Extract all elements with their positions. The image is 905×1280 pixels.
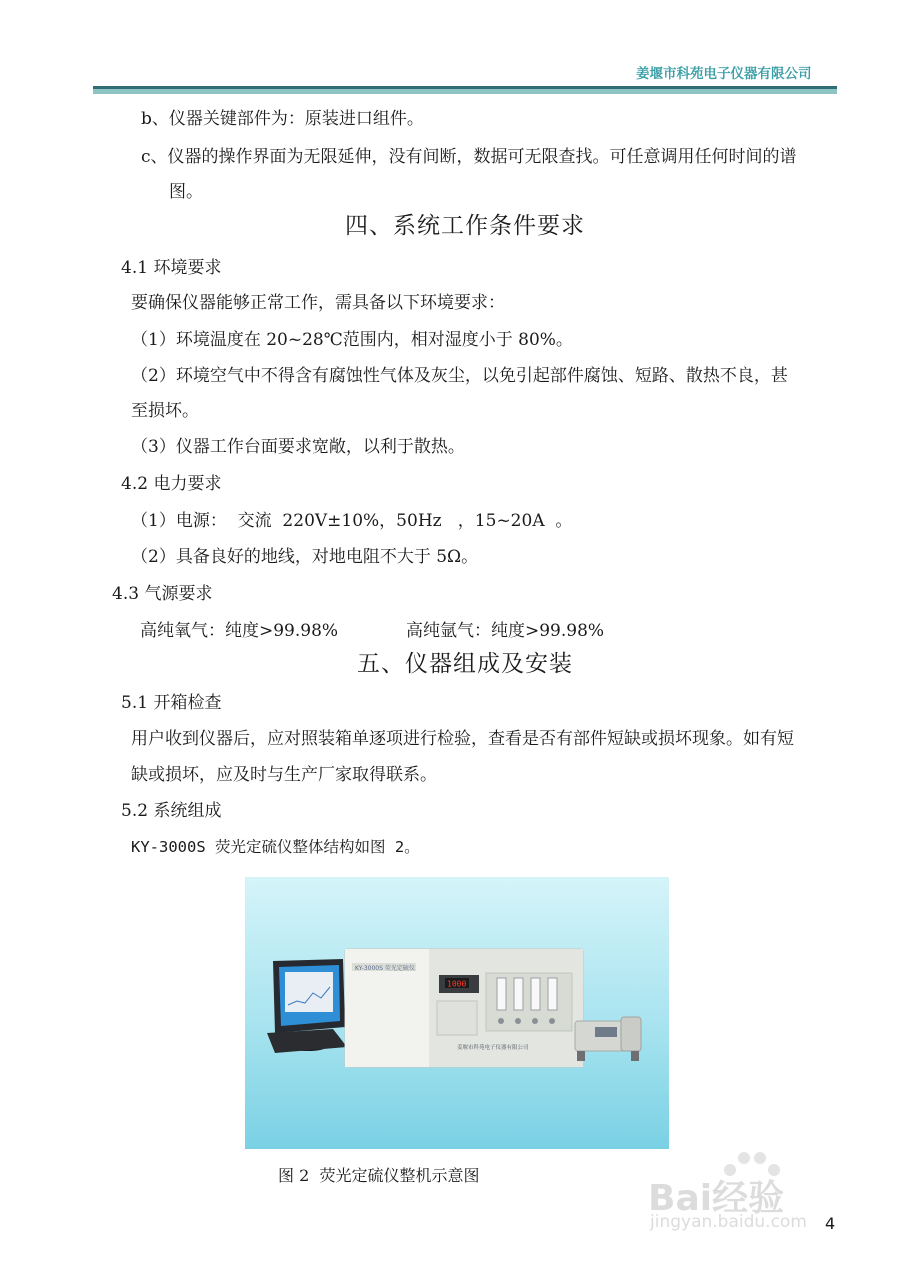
paragraph-b: b、仪器关键部件为：原装进口组件。 <box>141 109 424 129</box>
subsection-4-1-item-2-line2: 至损坏。 <box>131 401 199 421</box>
instrument-company-label: 姜堰市科苑电子仪器有限公司 <box>457 1045 529 1051</box>
flowmeter-1 <box>497 978 506 1010</box>
knob-2 <box>515 1018 521 1024</box>
company-name: 姜堰市科苑电子仪器有限公司 <box>636 66 812 82</box>
subsection-4-2-item-2: （2）具备良好的地线，对地电阻不大于 5Ω。 <box>131 547 479 567</box>
baidu-watermark-url: jingyan.baidu.com <box>650 1212 807 1232</box>
header-rule-light <box>93 89 837 94</box>
section-4-title: 四、系统工作条件要求 <box>345 213 585 239</box>
knob-1 <box>498 1018 504 1024</box>
subsection-4-3-title: 4.3 气源要求 <box>112 584 213 604</box>
flowmeter-4 <box>548 978 557 1010</box>
argon-requirement: 高纯氩气：纯度>99.98% <box>406 621 605 641</box>
paragraph-c-line1: c、仪器的操作界面为无限延伸，没有间断，数据可无限查找。可任意调用任何时间的谱 <box>141 147 797 167</box>
instrument-display-value: 1000 <box>447 979 467 989</box>
autosampler-panel <box>595 1027 617 1037</box>
flowmeter-3 <box>531 978 540 1010</box>
subsection-5-1-line2: 缺或损坏，应及时与生产厂家取得联系。 <box>131 765 437 785</box>
subsection-4-1-title: 4.1 环境要求 <box>121 258 222 278</box>
paragraph-c-line2: 图。 <box>169 182 203 202</box>
instrument-photo <box>245 877 669 1149</box>
subsection-4-1-item-3: （3）仪器工作台面要求宽敞，以利于散热。 <box>131 437 465 457</box>
subsection-5-2-line: KY-3000S 荧光定硫仪整体结构如图 2。 <box>131 838 420 856</box>
knob-3 <box>532 1018 538 1024</box>
autosampler-leg-right <box>631 1051 639 1061</box>
subsection-4-1-item-2-line1: （2）环境空气中不得含有腐蚀性气体及灰尘，以免引起部件腐蚀、短路、散热不良，甚 <box>131 366 788 386</box>
instrument-front-door <box>437 1001 477 1035</box>
instrument-model-label: KY-3000S 荧光定硫仪 <box>355 965 415 972</box>
subsection-4-1-intro: 要确保仪器能够正常工作，需具备以下环境要求： <box>131 293 505 313</box>
subsection-5-1-title: 5.1 开箱检查 <box>121 693 222 713</box>
figure-caption: 图 2 荧光定硫仪整机示意图 <box>278 1166 480 1185</box>
instrument-illustration <box>245 877 669 1149</box>
subsection-5-2-title: 5.2 系统组成 <box>121 801 222 821</box>
page-number: 4 <box>825 1214 836 1233</box>
baidu-watermark-logo: Bai经验 <box>648 1178 785 1219</box>
keyboard <box>267 1029 347 1053</box>
flowmeter-2 <box>514 978 523 1010</box>
oxygen-requirement: 高纯氧气：纯度>99.98% <box>140 621 339 641</box>
subsection-4-1-item-1: （1）环境温度在 20~28℃范围内，相对湿度小于 80%。 <box>131 330 573 350</box>
knob-4 <box>549 1018 555 1024</box>
baidu-paw-icon <box>718 1148 788 1184</box>
section-5-title: 五、仪器组成及安装 <box>357 651 573 677</box>
subsection-4-2-title: 4.2 电力要求 <box>121 474 222 494</box>
autosampler-leg-left <box>577 1051 585 1061</box>
autosampler-motor <box>621 1017 641 1051</box>
subsection-5-1-line1: 用户收到仪器后，应对照装箱单逐项进行检验，查看是否有部件短缺或损坏现象。如有短 <box>131 729 794 749</box>
subsection-4-2-item-1: （1）电源： 交流 220V±10%，50Hz ，15~20A 。 <box>131 511 573 531</box>
